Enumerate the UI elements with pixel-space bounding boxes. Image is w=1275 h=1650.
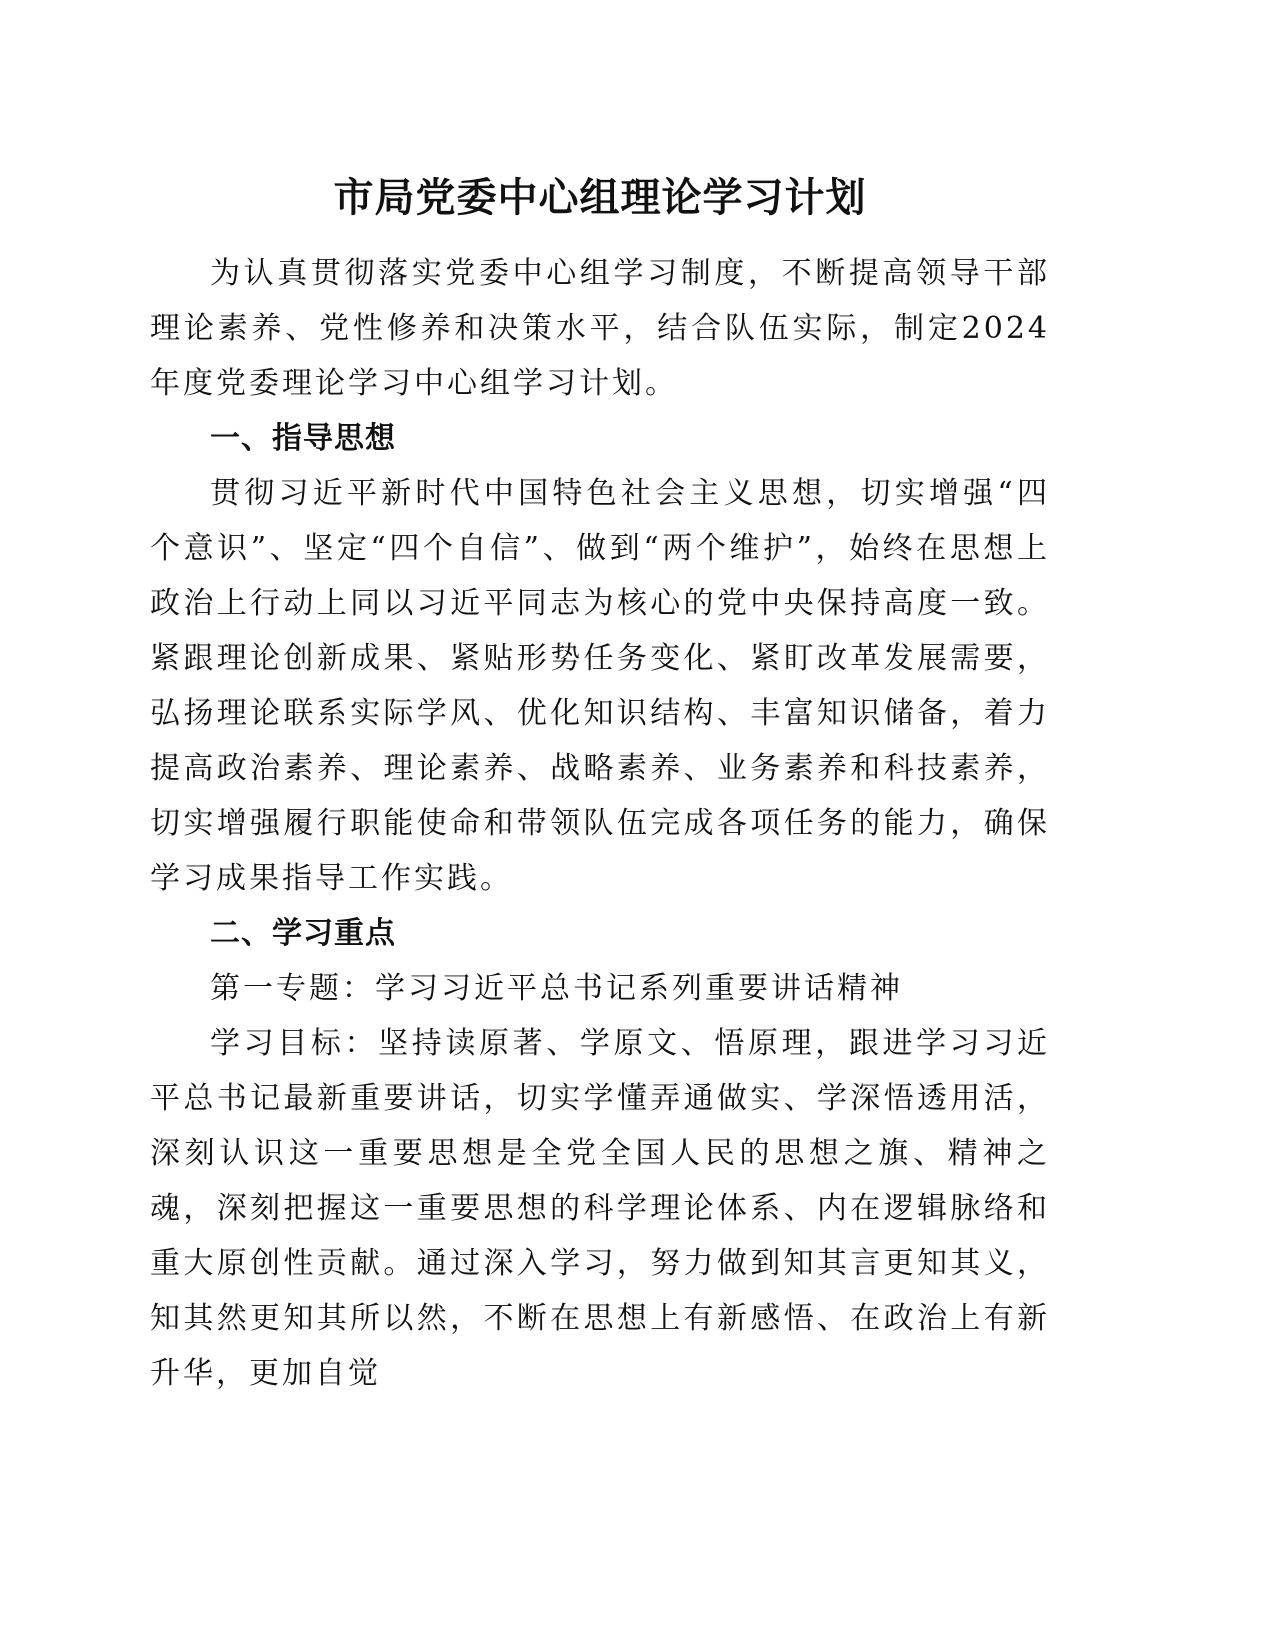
document-content bbox=[150, 170, 1050, 1401]
section-heading-study-focus: 二、学习重点 bbox=[210, 916, 396, 951]
section-heading-guiding-thought: 一、指导思想 bbox=[210, 421, 396, 456]
intro-paragraph: 为认真贯彻落实党委中心组学习制度，不断提高领导干部理论素养、党性修养和决策水平，结合队伍实际，制定2024年度党委理论学习中心组学习计划。 bbox=[150, 256, 1050, 401]
guiding-thought-paragraph: 贯彻习近平新时代中国特色社会主义思想，切实增强“四个意识”、坚定“四个自信”、做到“两个维护”，始终在思想上政治上行动上同以习近平同志为核心的党中央保持高度一致。紧跟理论创新成果、紧贴形势任务变化、紧盯改革发展需要，弘扬理论联系实际学风、优化知识结构、丰富知识储备，着力提高政治素养、理论素养、战略素养、业务素养和科技素养，切实增强履行职能使命和带领队伍完成各项任务的能力，确保学习成果指导工作实践。 bbox=[150, 476, 1050, 896]
topic-1-title: 第一专题：学习习近平总书记系列重要讲话精神 bbox=[210, 971, 903, 1006]
topic-1-goal-paragraph: 学习目标：坚持读原著、学原文、悟原理，跟进学习习近平总书记最新重要讲话，切实学懂弄通做实、学深悟透用活，深刻认识这一重要思想是全党全国人民的思想之旗、精神之魂，深刻把握这一重要思想的科学理论体系、内在逻辑脉络和重大原创性贡献。通过深入学习，努力做到知其言更知其义，知其然更知其所以然，不断在思想上有新感悟、在政治上有新升华，更加自觉 bbox=[150, 1026, 1050, 1391]
document-title: 市局党委中心组理论学习计划 bbox=[333, 174, 867, 221]
